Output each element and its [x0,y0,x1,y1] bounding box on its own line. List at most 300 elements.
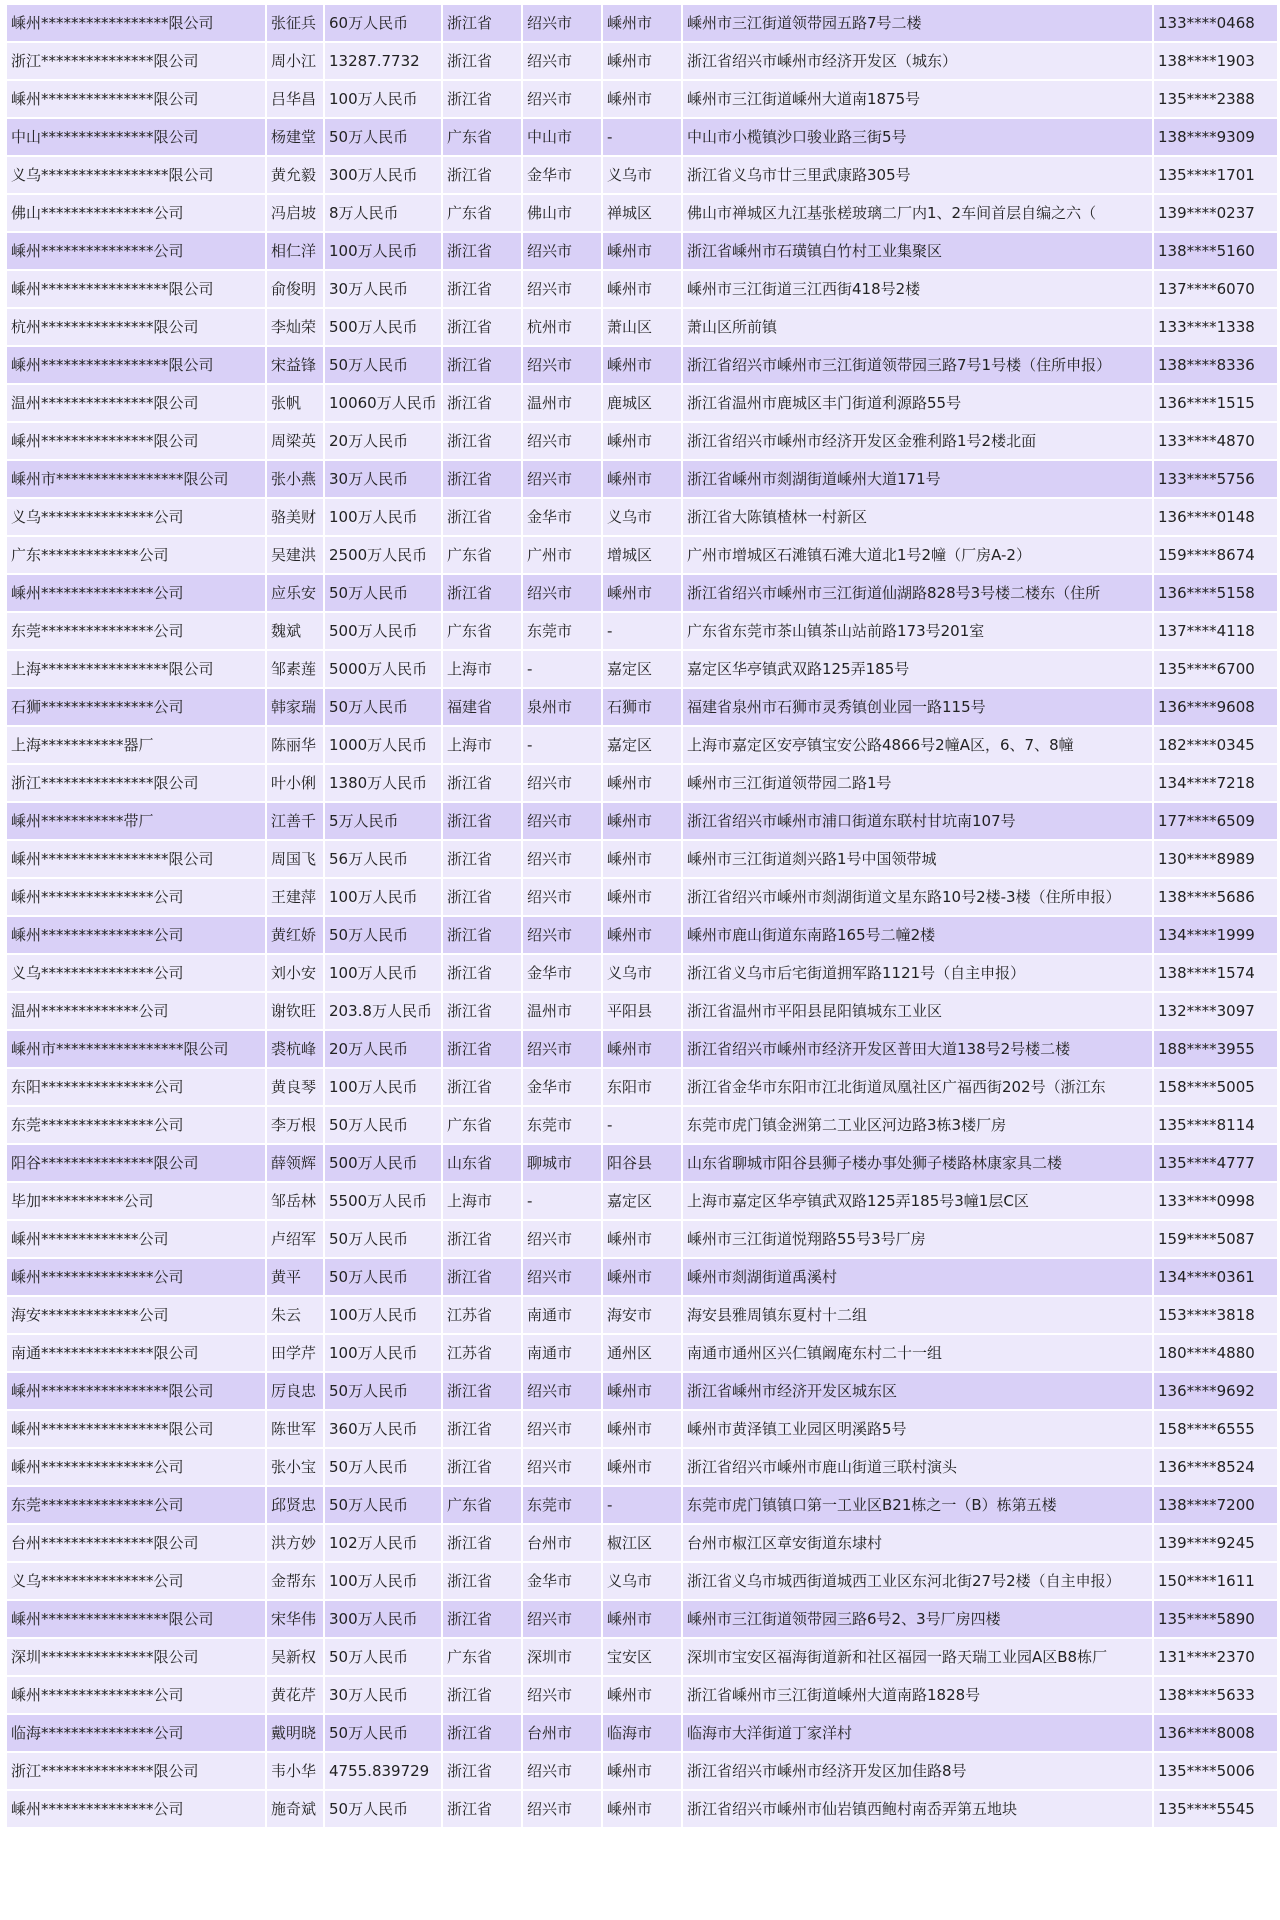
district-cell: 嘉定区 [603,727,681,763]
address-cell: 浙江省嵊州市经济开发区城东区 [683,1373,1152,1409]
phone-cell: 136****1515 [1154,385,1277,421]
company-name-cell: 南通***************限公司 [7,1335,265,1371]
address-cell: 佛山市禅城区九江基张槎玻璃二厂内1、2车间首层自编之六（ [683,195,1152,231]
legal-person-cell: 裘杭峰 [267,1031,323,1067]
company-name-cell: 嵊州***************公司 [7,879,265,915]
legal-person-cell: 俞俊明 [267,271,323,307]
table-row [7,1031,1277,1067]
district-cell: 嵊州市 [603,423,681,459]
table-row [7,917,1277,953]
city-cell: 绍兴市 [523,575,601,611]
city-cell: 佛山市 [523,195,601,231]
phone-cell: 135****5545 [1154,1791,1277,1827]
company-name-cell: 嵊州*****************限公司 [7,841,265,877]
city-cell: 绍兴市 [523,841,601,877]
city-cell: 绍兴市 [523,1601,601,1637]
legal-person-cell: 周梁英 [267,423,323,459]
legal-person-cell: 黄良琴 [267,1069,323,1105]
phone-cell: 182****0345 [1154,727,1277,763]
company-name-cell: 杭州***************限公司 [7,309,265,345]
city-cell: 金华市 [523,955,601,991]
address-cell: 上海市嘉定区安亭镇宝安公路4866号2幢A区，6、7、8幢 [683,727,1152,763]
registered-capital-cell: 50万人民币 [325,1639,441,1675]
registered-capital-cell: 5万人民币 [325,803,441,839]
province-cell: 浙江省 [443,1715,521,1751]
company-name-cell: 义乌***************公司 [7,1563,265,1599]
company-name-cell: 嵊州***************公司 [7,1791,265,1827]
province-cell: 浙江省 [443,271,521,307]
province-cell: 上海市 [443,651,521,687]
city-cell: 泉州市 [523,689,601,725]
phone-cell: 188****3955 [1154,1031,1277,1067]
district-cell: - [603,1107,681,1143]
table-row [7,461,1277,497]
legal-person-cell: 冯启坡 [267,195,323,231]
table-body [7,5,1277,1827]
phone-cell: 136****8524 [1154,1449,1277,1485]
province-cell: 浙江省 [443,1791,521,1827]
table-row [7,157,1277,193]
legal-person-cell: 吕华昌 [267,81,323,117]
table-row [7,955,1277,991]
legal-person-cell: 骆美财 [267,499,323,535]
legal-person-cell: 邱贤忠 [267,1487,323,1523]
phone-cell: 137****6070 [1154,271,1277,307]
registered-capital-cell: 50万人民币 [325,119,441,155]
province-cell: 浙江省 [443,1069,521,1105]
company-name-cell: 广东*************公司 [7,537,265,573]
city-cell: 绍兴市 [523,1791,601,1827]
registered-capital-cell: 1000万人民币 [325,727,441,763]
table-row [7,1183,1277,1219]
district-cell: - [603,613,681,649]
district-cell: 嵊州市 [603,1221,681,1257]
address-cell: 东莞市虎门镇金洲第二工业区河边路3栋3楼厂房 [683,1107,1152,1143]
city-cell: 绍兴市 [523,81,601,117]
district-cell: 增城区 [603,537,681,573]
registered-capital-cell: 50万人民币 [325,1259,441,1295]
address-cell: 浙江省绍兴市嵊州市剡湖街道文星东路10号2楼-3楼（住所申报） [683,879,1152,915]
province-cell: 浙江省 [443,157,521,193]
table-row [7,613,1277,649]
company-name-cell: 东阳***************公司 [7,1069,265,1105]
legal-person-cell: 薛领辉 [267,1145,323,1181]
company-name-cell: 义乌***************公司 [7,499,265,535]
province-cell: 浙江省 [443,233,521,269]
city-cell: 绍兴市 [523,917,601,953]
phone-cell: 138****7200 [1154,1487,1277,1523]
registered-capital-cell: 100万人民币 [325,1563,441,1599]
table-row [7,537,1277,573]
address-cell: 上海市嘉定区华亭镇武双路125弄185号3幢1层C区 [683,1183,1152,1219]
phone-cell: 132****3097 [1154,993,1277,1029]
province-cell: 浙江省 [443,841,521,877]
province-cell: 浙江省 [443,1221,521,1257]
registered-capital-cell: 10060万人民币 [325,385,441,421]
legal-person-cell: 应乐安 [267,575,323,611]
province-cell: 浙江省 [443,917,521,953]
city-cell: 金华市 [523,1069,601,1105]
registered-capital-cell: 50万人民币 [325,1791,441,1827]
address-cell: 萧山区所前镇 [683,309,1152,345]
province-cell: 浙江省 [443,1449,521,1485]
company-name-cell: 上海*****************限公司 [7,651,265,687]
registered-capital-cell: 1380万人民币 [325,765,441,801]
district-cell: 嵊州市 [603,879,681,915]
table-row [7,1145,1277,1181]
city-cell: - [523,727,601,763]
province-cell: 浙江省 [443,43,521,79]
company-name-cell: 台州***************限公司 [7,1525,265,1561]
registered-capital-cell: 50万人民币 [325,1107,441,1143]
table-row [7,1107,1277,1143]
table-row [7,689,1277,725]
table-row [7,1373,1277,1409]
phone-cell: 150****1611 [1154,1563,1277,1599]
legal-person-cell: 吴新权 [267,1639,323,1675]
address-cell: 浙江省义乌市城西街道城西工业区东河北街27号2楼（自主申报） [683,1563,1152,1599]
district-cell: 嵊州市 [603,1411,681,1447]
table-row [7,879,1277,915]
phone-cell: 138****9309 [1154,119,1277,155]
city-cell: 绍兴市 [523,879,601,915]
city-cell: 绍兴市 [523,1449,601,1485]
province-cell: 浙江省 [443,879,521,915]
province-cell: 浙江省 [443,1677,521,1713]
district-cell: 平阳县 [603,993,681,1029]
address-cell: 浙江省绍兴市嵊州市经济开发区普田大道138号2号楼二楼 [683,1031,1152,1067]
company-name-cell: 浙江***************限公司 [7,1753,265,1789]
city-cell: 广州市 [523,537,601,573]
address-cell: 嵊州市三江街道领带园二路1号 [683,765,1152,801]
table-row [7,1715,1277,1751]
address-cell: 浙江省大陈镇楂林一村新区 [683,499,1152,535]
city-cell: 东莞市 [523,1487,601,1523]
province-cell: 广东省 [443,1639,521,1675]
table-row [7,233,1277,269]
address-cell: 嵊州市三江街道悦翔路55号3号厂房 [683,1221,1152,1257]
address-cell: 嵊州市三江街道三江西街418号2楼 [683,271,1152,307]
address-cell: 广州市增城区石滩镇石滩大道北1号2幢（厂房A-2） [683,537,1152,573]
phone-cell: 136****5158 [1154,575,1277,611]
company-name-cell: 嵊州市*****************限公司 [7,1031,265,1067]
city-cell: 绍兴市 [523,461,601,497]
legal-person-cell: 田学芹 [267,1335,323,1371]
phone-cell: 177****6509 [1154,803,1277,839]
city-cell: 绍兴市 [523,43,601,79]
registered-capital-cell: 100万人民币 [325,879,441,915]
table-row [7,1221,1277,1257]
phone-cell: 138****8336 [1154,347,1277,383]
address-cell: 嵊州市三江街道剡兴路1号中国领带城 [683,841,1152,877]
district-cell: 嵊州市 [603,81,681,117]
table-row [7,385,1277,421]
table-row [7,43,1277,79]
district-cell: 义乌市 [603,499,681,535]
province-cell: 浙江省 [443,1563,521,1599]
legal-person-cell: 魏斌 [267,613,323,649]
province-cell: 浙江省 [443,1525,521,1561]
province-cell: 广东省 [443,195,521,231]
province-cell: 浙江省 [443,5,521,41]
registered-capital-cell: 50万人民币 [325,917,441,953]
address-cell: 浙江省义乌市廿三里武康路305号 [683,157,1152,193]
registered-capital-cell: 5000万人民币 [325,651,441,687]
legal-person-cell: 李灿荣 [267,309,323,345]
address-cell: 深圳市宝安区福海街道新和社区福园一路天瑞工业园A区B8栋厂 [683,1639,1152,1675]
legal-person-cell: 周国飞 [267,841,323,877]
table-row [7,1601,1277,1637]
city-cell: 绍兴市 [523,1677,601,1713]
registered-capital-cell: 50万人民币 [325,347,441,383]
city-cell: 东莞市 [523,613,601,649]
table-row [7,1487,1277,1523]
company-name-cell: 嵊州***************公司 [7,1449,265,1485]
legal-person-cell: 洪方妙 [267,1525,323,1561]
address-cell: 浙江省绍兴市嵊州市三江街道领带园三路7号1号楼（住所申报） [683,347,1152,383]
city-cell: 绍兴市 [523,233,601,269]
registered-capital-cell: 100万人民币 [325,233,441,269]
phone-cell: 153****3818 [1154,1297,1277,1333]
province-cell: 福建省 [443,689,521,725]
province-cell: 浙江省 [443,461,521,497]
table-row [7,271,1277,307]
registered-capital-cell: 20万人民币 [325,423,441,459]
registered-capital-cell: 30万人民币 [325,461,441,497]
phone-cell: 137****4118 [1154,613,1277,649]
legal-person-cell: 黄红娇 [267,917,323,953]
phone-cell: 133****4870 [1154,423,1277,459]
phone-cell: 180****4880 [1154,1335,1277,1371]
phone-cell: 158****6555 [1154,1411,1277,1447]
province-cell: 浙江省 [443,955,521,991]
city-cell: 杭州市 [523,309,601,345]
district-cell: 嵊州市 [603,271,681,307]
registered-capital-cell: 2500万人民币 [325,537,441,573]
phone-cell: 133****0468 [1154,5,1277,41]
city-cell: 深圳市 [523,1639,601,1675]
district-cell: 嵊州市 [603,1753,681,1789]
legal-person-cell: 张小燕 [267,461,323,497]
district-cell: 嵊州市 [603,917,681,953]
city-cell: 绍兴市 [523,347,601,383]
company-name-cell: 佛山***************公司 [7,195,265,231]
address-cell: 浙江省绍兴市嵊州市鹿山街道三联村演头 [683,1449,1152,1485]
registered-capital-cell: 30万人民币 [325,271,441,307]
registered-capital-cell: 50万人民币 [325,1715,441,1751]
address-cell: 嵊州市三江街道嵊州大道南1875号 [683,81,1152,117]
province-cell: 江苏省 [443,1335,521,1371]
phone-cell: 134****0361 [1154,1259,1277,1295]
address-cell: 浙江省金华市东阳市江北街道凤凰社区广福西街202号（浙江东 [683,1069,1152,1105]
registered-capital-cell: 60万人民币 [325,5,441,41]
company-name-cell: 嵊州***************公司 [7,917,265,953]
address-cell: 嵊州市三江街道领带园五路7号二楼 [683,5,1152,41]
address-cell: 浙江省绍兴市嵊州市经济开发区加佳路8号 [683,1753,1152,1789]
phone-cell: 131****2370 [1154,1639,1277,1675]
district-cell: 萧山区 [603,309,681,345]
city-cell: 台州市 [523,1525,601,1561]
address-cell: 台州市椒江区章安街道东埭村 [683,1525,1152,1561]
phone-cell: 159****5087 [1154,1221,1277,1257]
district-cell: 义乌市 [603,1563,681,1599]
address-cell: 临海市大洋街道丁家洋村 [683,1715,1152,1751]
table-row [7,119,1277,155]
province-cell: 浙江省 [443,499,521,535]
address-cell: 嵊州市三江街道领带园三路6号2、3号厂房四楼 [683,1601,1152,1637]
city-cell: 温州市 [523,385,601,421]
registered-capital-cell: 100万人民币 [325,955,441,991]
registered-capital-cell: 500万人民币 [325,309,441,345]
registered-capital-cell: 100万人民币 [325,1069,441,1105]
registered-capital-cell: 100万人民币 [325,1297,441,1333]
company-name-cell: 义乌*****************限公司 [7,157,265,193]
province-cell: 广东省 [443,613,521,649]
district-cell: 嵊州市 [603,1373,681,1409]
table-row [7,651,1277,687]
company-name-cell: 嵊州***************公司 [7,233,265,269]
district-cell: 嵊州市 [603,347,681,383]
company-name-cell: 嵊州*****************限公司 [7,5,265,41]
registered-capital-cell: 50万人民币 [325,1221,441,1257]
company-table [5,3,1279,1829]
company-name-cell: 嵊州***************公司 [7,1677,265,1713]
district-cell: 嘉定区 [603,1183,681,1219]
address-cell: 浙江省温州市平阳县昆阳镇城东工业区 [683,993,1152,1029]
company-name-cell: 温州*************公司 [7,993,265,1029]
city-cell: 绍兴市 [523,271,601,307]
legal-person-cell: 黄平 [267,1259,323,1295]
province-cell: 浙江省 [443,1753,521,1789]
city-cell: 绍兴市 [523,1259,601,1295]
province-cell: 上海市 [443,727,521,763]
address-cell: 福建省泉州市石狮市灵秀镇创业园一路115号 [683,689,1152,725]
district-cell: 嵊州市 [603,803,681,839]
district-cell: 义乌市 [603,955,681,991]
company-name-cell: 嵊州*****************限公司 [7,347,265,383]
district-cell: 嵊州市 [603,765,681,801]
city-cell: 中山市 [523,119,601,155]
table-row [7,1411,1277,1447]
table-row [7,1563,1277,1599]
district-cell: 义乌市 [603,157,681,193]
district-cell: 东阳市 [603,1069,681,1105]
address-cell: 浙江省温州市鹿城区丰门街道利源路55号 [683,385,1152,421]
table-row [7,1639,1277,1675]
phone-cell: 136****9608 [1154,689,1277,725]
city-cell: 绍兴市 [523,5,601,41]
table-row [7,499,1277,535]
district-cell: 嵊州市 [603,575,681,611]
province-cell: 广东省 [443,1487,521,1523]
company-name-cell: 嵊州*****************限公司 [7,1601,265,1637]
legal-person-cell: 厉良忠 [267,1373,323,1409]
city-cell: 绍兴市 [523,1031,601,1067]
table-row [7,347,1277,383]
district-cell: 嵊州市 [603,5,681,41]
phone-cell: 139****9245 [1154,1525,1277,1561]
district-cell: 石狮市 [603,689,681,725]
registered-capital-cell: 50万人民币 [325,1487,441,1523]
address-cell: 浙江省嵊州市石璜镇白竹村工业集聚区 [683,233,1152,269]
legal-person-cell: 江善千 [267,803,323,839]
company-name-cell: 毕加***********公司 [7,1183,265,1219]
table-row [7,727,1277,763]
table-row [7,993,1277,1029]
district-cell: 临海市 [603,1715,681,1751]
province-cell: 浙江省 [443,1373,521,1409]
city-cell: 温州市 [523,993,601,1029]
registered-capital-cell: 56万人民币 [325,841,441,877]
district-cell: 海安市 [603,1297,681,1333]
district-cell: 嵊州市 [603,461,681,497]
province-cell: 广东省 [443,1107,521,1143]
city-cell: 绍兴市 [523,1411,601,1447]
registered-capital-cell: 500万人民币 [325,1145,441,1181]
legal-person-cell: 邹素莲 [267,651,323,687]
phone-cell: 135****1701 [1154,157,1277,193]
phone-cell: 136****0148 [1154,499,1277,535]
province-cell: 广东省 [443,119,521,155]
province-cell: 浙江省 [443,423,521,459]
district-cell: 禅城区 [603,195,681,231]
district-cell: 通州区 [603,1335,681,1371]
registered-capital-cell: 50万人民币 [325,1449,441,1485]
table-row [7,1525,1277,1561]
province-cell: 广东省 [443,537,521,573]
address-cell: 浙江省义乌市后宅街道拥军路1121号（自主申报） [683,955,1152,991]
address-cell: 浙江省绍兴市嵊州市浦口街道东联村甘坑南107号 [683,803,1152,839]
address-cell: 嵊州市剡湖街道禹溪村 [683,1259,1152,1295]
province-cell: 浙江省 [443,1601,521,1637]
registered-capital-cell: 13287.7732 [325,43,441,79]
table-row [7,1069,1277,1105]
district-cell: 嵊州市 [603,1449,681,1485]
phone-cell: 136****8008 [1154,1715,1277,1751]
company-name-cell: 嵊州***************公司 [7,575,265,611]
company-name-cell: 东莞***************公司 [7,613,265,649]
registered-capital-cell: 360万人民币 [325,1411,441,1447]
city-cell: 绍兴市 [523,423,601,459]
phone-cell: 159****8674 [1154,537,1277,573]
table-row [7,309,1277,345]
address-cell: 南通市通州区兴仁镇阚庵东村二十一组 [683,1335,1152,1371]
legal-person-cell: 施奇斌 [267,1791,323,1827]
city-cell: 绍兴市 [523,765,601,801]
province-cell: 浙江省 [443,1259,521,1295]
address-cell: 浙江省绍兴市嵊州市经济开发区金雅利路1号2楼北面 [683,423,1152,459]
phone-cell: 133****0998 [1154,1183,1277,1219]
legal-person-cell: 邹岳林 [267,1183,323,1219]
company-name-cell: 石狮***************公司 [7,689,265,725]
table-row [7,423,1277,459]
registered-capital-cell: 300万人民币 [325,157,441,193]
company-name-cell: 阳谷***************限公司 [7,1145,265,1181]
phone-cell: 138****1574 [1154,955,1277,991]
phone-cell: 134****1999 [1154,917,1277,953]
district-cell: 嵊州市 [603,1031,681,1067]
company-name-cell: 嵊州市*****************限公司 [7,461,265,497]
company-name-cell: 嵊州***************限公司 [7,81,265,117]
phone-cell: 139****0237 [1154,195,1277,231]
phone-cell: 133****5756 [1154,461,1277,497]
address-cell: 浙江省嵊州市剡湖街道嵊州大道171号 [683,461,1152,497]
address-cell: 浙江省绍兴市嵊州市仙岩镇西鲍村南岙弄第五地块 [683,1791,1152,1827]
address-cell: 海安县雅周镇东夏村十二组 [683,1297,1152,1333]
company-name-cell: 临海***************公司 [7,1715,265,1751]
legal-person-cell: 相仁洋 [267,233,323,269]
legal-person-cell: 刘小安 [267,955,323,991]
